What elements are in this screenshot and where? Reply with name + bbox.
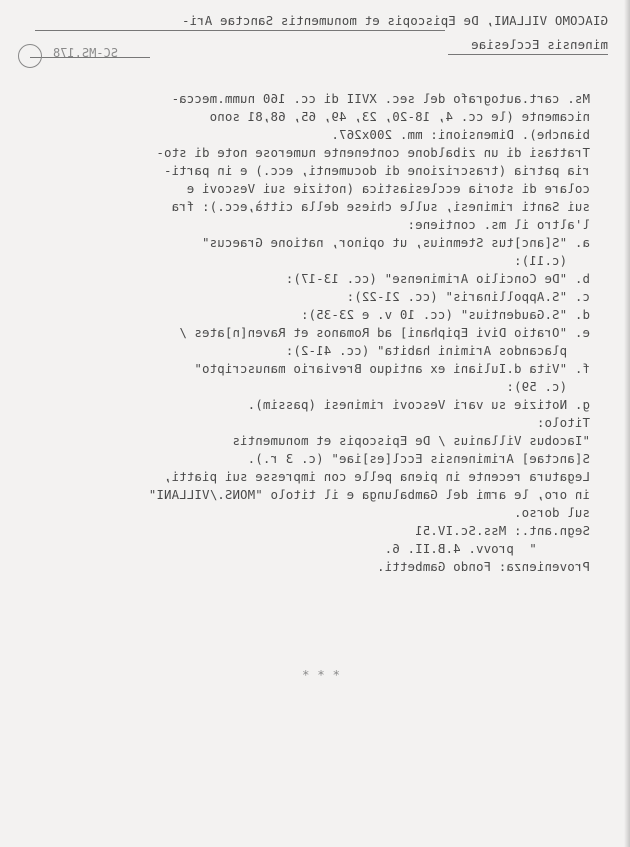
body-line: (c. 59): bbox=[506, 379, 590, 394]
body-line: nicamente (le cc. 4, 18-20, 23, 49, 65, 68,81 sono bbox=[209, 109, 590, 124]
body-line: (c.11): bbox=[513, 253, 590, 268]
body-line: sul dorso. bbox=[513, 505, 590, 520]
header-underline-2 bbox=[448, 54, 608, 55]
body-line: sui Santi riminesi, sulle chiese della città,ecc.): fra bbox=[171, 199, 590, 214]
body-line: l'altro il ms. contiene: bbox=[407, 217, 590, 232]
body-line: Segn.ant.: Mss.Sc.IV.51 bbox=[414, 523, 590, 538]
body-line: Titolo: bbox=[536, 415, 590, 430]
body-line: g. Notizie su vari Vescovi riminesi (passim). bbox=[247, 397, 590, 412]
header-underline-1 bbox=[35, 30, 445, 31]
body-line: "Iacobus Villanius / De Episcopis et monumentis bbox=[232, 433, 590, 448]
body-line: e. "Oratio Divi Epiphani] ad Romanos et Raven[n]ates / bbox=[179, 325, 590, 340]
body-line: ria patria (trascrizione di documenti, ecc.) e in parti- bbox=[163, 163, 590, 178]
page-edge-shadow bbox=[624, 0, 630, 847]
shelfmark: SC-MS.178 bbox=[52, 46, 118, 60]
body-line: d. "S.Gaudentius" (cc. 10 v. e 23-35): bbox=[300, 307, 590, 322]
body-line: in oro, le armi del Gambalunga e il titolo "MONS./VILLANI" bbox=[148, 487, 590, 502]
body-line: placandos Arimini habita" (cc. 41-2): bbox=[285, 343, 590, 358]
body-line: Provenienza: Fondo Gambetti. bbox=[376, 559, 590, 574]
header-title-line-1: GIACOMO VILLANI, De Episcopis et monumentis Sanctae Ari- bbox=[181, 13, 608, 28]
body-line: f. "Vita d.Iuliani ex antiquo Breviario manuscripto" bbox=[194, 361, 590, 376]
end-mark: * * * bbox=[301, 667, 340, 682]
header-title-line-2: minensis Ecclesiae bbox=[471, 37, 608, 52]
body-line: S[anctae] Ariminensis Eccl[es]iae" (c. 3 r.). bbox=[247, 451, 590, 466]
shelfmark-circle bbox=[18, 44, 42, 68]
body-line: Legatura recente in piena pelle con impresse sui piatti, bbox=[163, 469, 590, 484]
body-line: b. "De Concilio Ariminense" (cc. 13-17): bbox=[285, 271, 590, 286]
body-line: Ms. cart.autografo del sec. XVII di cc. 160 numm.mecca- bbox=[171, 91, 590, 106]
body-line: a. "S[anc]tus Stemnius, ut opinor, natione Graecus" bbox=[201, 235, 590, 250]
body-line: c. "S.Appollinaris" (cc. 21-22): bbox=[346, 289, 590, 304]
body-line: " provv. 4.B.II. 6. bbox=[384, 541, 590, 556]
body-line: bianche). Dimensioni: mm. 200x267. bbox=[331, 127, 590, 142]
body-line: Trattasi di un zibaldone contenente numerose note di sto- bbox=[156, 145, 590, 160]
body-line: colare di storia ecclesiastica (notizie sui Vescovi e bbox=[186, 181, 590, 196]
